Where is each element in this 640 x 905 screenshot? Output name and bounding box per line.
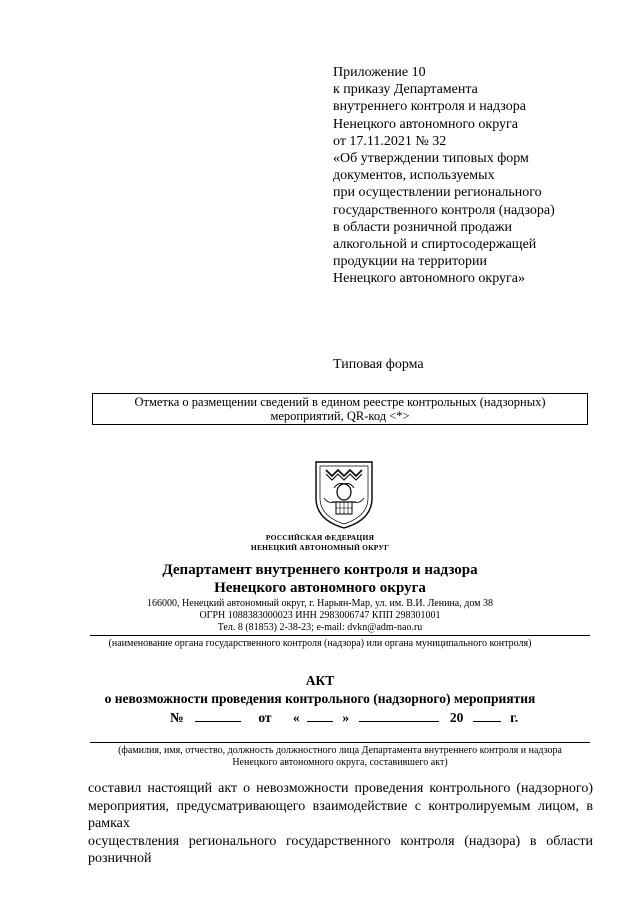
fio-caption-line: (фамилия, имя, отчество, должность должностного лица Департамента внутреннего контроля и надзора <box>118 745 562 756</box>
fio-caption <box>90 745 590 769</box>
form-type-label: Типовая форма <box>333 357 424 372</box>
qr-box-line: Отметка о размещении сведений в едином реестре контрольных (надзорных) <box>134 395 546 409</box>
quote-open: « <box>292 710 300 725</box>
appendix-line: в области розничной продажи <box>333 219 513 235</box>
appendix-line: от 17.11.2021 № 32 <box>333 133 447 149</box>
body-paragraph <box>88 780 593 868</box>
number-sign: № <box>170 710 184 725</box>
divider <box>90 635 590 636</box>
act-title: АКТ <box>305 673 335 688</box>
year-suffix: г. <box>510 710 519 725</box>
quote-close: » <box>342 710 350 725</box>
country-label: РОССИЙСКАЯ ФЕДЕРАЦИЯ <box>265 533 375 542</box>
day-field[interactable] <box>307 708 333 722</box>
act-subtitle: о невозможности проведения контрольного (надзорного) мероприятия <box>104 691 536 706</box>
fio-caption-line: Ненецкого автономного округа, составившего акт) <box>232 757 448 768</box>
department-name-line2: Ненецкого автономного округа <box>214 580 426 596</box>
department-name-line1: Департамент внутреннего контроля и надзора <box>162 562 478 578</box>
appendix-block <box>333 64 623 288</box>
qr-box-line: мероприятий, QR-код <*> <box>270 409 410 423</box>
month-field[interactable] <box>359 708 439 722</box>
appendix-line: к приказу Департамента <box>333 82 478 98</box>
appendix-line: государственного контроля (надзора) <box>333 202 555 218</box>
appendix-line: продукции на территории <box>333 254 487 270</box>
appendix-line: Ненецкого автономного округа» <box>333 271 525 287</box>
body-line: мероприятия, предусматривающего взаимодействие с контролируемым лицом, в рамках <box>88 798 593 831</box>
qr-registry-box <box>92 393 588 425</box>
from-label: от <box>258 710 272 725</box>
appendix-line: при осуществлении регионального <box>333 185 542 201</box>
appendix-line: Приложение 10 <box>333 65 426 80</box>
department-registry: ОГРН 1088383000023 ИНН 2983006747 КПП 298301001 <box>199 610 441 621</box>
appendix-line: алкогольной и спиртосодержащей <box>333 237 537 253</box>
region-label: НЕНЕЦКИЙ АВТОНОМНЫЙ ОКРУГ <box>250 543 390 552</box>
department-address: 166000, Ненецкий автономный округ, г. Нарьян-Мар, ул. им. В.И. Ленина, дом 38 <box>147 598 493 609</box>
org-caption: (наименование органа государственного контроля (надзора) или органа муниципального контроля) <box>108 638 532 649</box>
department-phone-email: Тел. 8 (81853) 2-38-23; e-mail: dvkn@adm-nao.ru <box>217 622 423 633</box>
appendix-line: Ненецкого автономного округа <box>333 116 518 132</box>
act-number-date-line <box>170 708 518 726</box>
century-label: 20 <box>449 710 464 725</box>
body-line: осуществления регионального государственного контроля (надзора) в области розничной <box>88 833 593 866</box>
body-line: составил настоящий акт о невозможности проведения контрольного (надзорного) <box>88 781 593 796</box>
appendix-line: «Об утверждении типовых форм <box>333 151 529 167</box>
appendix-line: внутреннего контроля и надзора <box>333 99 526 115</box>
appendix-line: документов, используемых <box>333 168 495 184</box>
year-field[interactable] <box>473 708 501 722</box>
fio-line[interactable] <box>90 742 590 743</box>
coat-of-arms-icon <box>312 458 376 530</box>
act-number-field[interactable] <box>195 708 241 722</box>
